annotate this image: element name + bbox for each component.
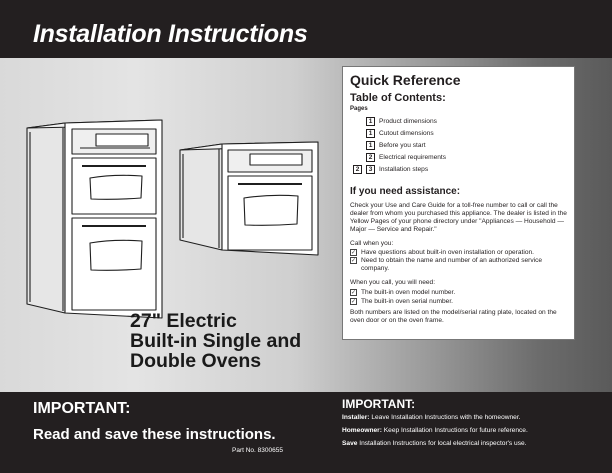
- toc-item: [350, 129, 550, 139]
- toc-label: Cutout dimensions: [379, 130, 434, 137]
- important-line: [342, 427, 528, 434]
- important-line-lead: Save: [342, 440, 358, 447]
- important-line-lead: Installer:: [342, 414, 370, 421]
- quick-reference-title: Quick Reference: [350, 72, 461, 88]
- call-item-text: Need to obtain the name and number of an authorized service company.: [361, 257, 543, 272]
- important-heading-left: IMPORTANT:: [33, 400, 131, 417]
- toc-item: [350, 117, 550, 127]
- product-title: [130, 311, 301, 371]
- double-oven-illustration: [27, 120, 162, 318]
- read-and-save-notice: Read and save these instructions.: [33, 426, 276, 443]
- call-item-text: Have questions about built-in oven installation or operation.: [361, 249, 535, 256]
- single-oven-illustration: [180, 142, 318, 255]
- important-line-lead: Homeowner:: [342, 427, 382, 434]
- toc-label: Product dimensions: [379, 118, 437, 125]
- important-heading-right: IMPORTANT:: [342, 397, 416, 411]
- important-line-text: Leave Installation Instructions with the homeowner.: [369, 414, 521, 421]
- page-number: 1: [366, 129, 375, 138]
- assistance-heading: If you need assistance:: [350, 186, 461, 197]
- checkbox-icon: ✓: [351, 290, 357, 296]
- checkbox-icon: ✓: [351, 250, 357, 256]
- toc-item: [350, 141, 550, 151]
- pages-label: Pages: [350, 106, 368, 112]
- checkbox-icon: ✓: [351, 299, 357, 305]
- toc-label: Before you start: [379, 142, 426, 149]
- assistance-paragraph: Check your Use and Care Guide for a toll-free number to call or call the dealer from whom you purchased this appliance. The dealer is listed in the Yellow Pages of your phone directory under "Appliances — Household — Major — Service and Repair.": [350, 202, 567, 233]
- product-title-line-3: Double Ovens: [130, 350, 262, 372]
- important-line-text: Installation Instructions for local electrical inspector's use.: [357, 440, 527, 447]
- need-item-text: The built-in oven model number.: [361, 289, 456, 296]
- document-title: Installation Instructions: [33, 20, 308, 48]
- checkbox-icon: ✓: [351, 258, 357, 264]
- quick-reference-box: [342, 66, 575, 340]
- page-number: 2: [353, 165, 362, 174]
- need-intro: When you call, you will need:: [350, 279, 436, 286]
- page-number: 1: [366, 141, 375, 150]
- page-number: 3: [366, 165, 375, 174]
- important-line-text: Keep Installation Instructions for future reference.: [381, 427, 528, 434]
- important-line: [342, 414, 521, 421]
- product-title-line-2: Built-in Single and: [130, 330, 302, 352]
- toc-item: [350, 153, 550, 163]
- part-number: Part No. 8300655: [232, 447, 283, 454]
- page-number: 1: [366, 117, 375, 126]
- toc-label: Electrical requirements: [379, 154, 447, 161]
- toc-heading: Table of Contents:: [350, 92, 446, 104]
- toc-item: [350, 165, 550, 175]
- need-item-text: The built-in oven serial number.: [361, 298, 453, 305]
- important-line: [342, 440, 527, 447]
- rating-plate-note: Both numbers are listed on the model/serial rating plate, located on the oven door or on the oven frame.: [350, 309, 557, 324]
- product-title-line-1: 27" Electric: [130, 310, 237, 332]
- call-when-label: Call when you:: [350, 240, 394, 247]
- toc-label: Installation steps: [379, 166, 429, 173]
- page-number: 2: [366, 153, 375, 162]
